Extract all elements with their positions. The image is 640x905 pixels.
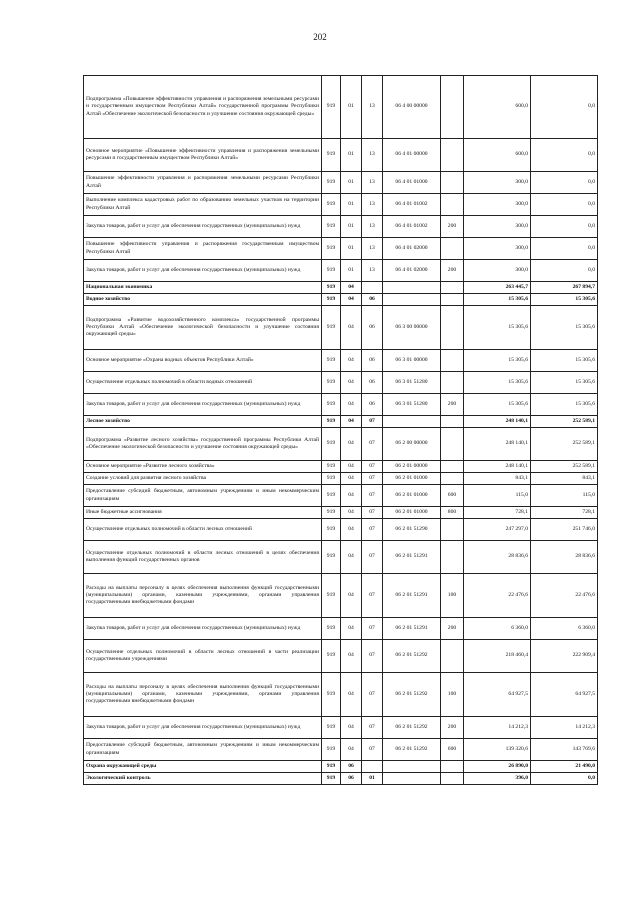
row-subsection-code: 07 — [362, 673, 383, 717]
row-amount-year-2: 222 909,4 — [531, 640, 598, 673]
row-section-code: 04 — [341, 574, 362, 618]
table-row — [84, 640, 598, 673]
row-subsection-code: 06 — [362, 306, 383, 350]
row-amount-year-2: 252 589,1 — [531, 428, 598, 461]
row-subsection-code — [362, 282, 383, 294]
row-grbs-code: 919 — [322, 618, 341, 640]
row-amount-year-1: 6 360,0 — [464, 618, 531, 640]
table-row — [84, 260, 598, 282]
row-section-code: 01 — [341, 139, 362, 172]
row-amount-year-1: 300,0 — [464, 172, 531, 194]
row-expense-type — [441, 773, 464, 785]
row-grbs-code: 919 — [322, 216, 341, 238]
table-row — [84, 461, 598, 473]
table-row — [84, 428, 598, 461]
row-target-article: 06 2 01 00000 — [383, 461, 441, 473]
page-number: 202 — [313, 32, 327, 42]
row-name: Осуществление отдельных полномочий в области водных отношений — [84, 372, 322, 394]
row-expense-type — [441, 76, 464, 139]
table-row — [84, 76, 598, 139]
row-section-code: 04 — [341, 618, 362, 640]
row-section-code: 04 — [341, 673, 362, 717]
row-amount-year-1: 139 320,6 — [464, 739, 531, 761]
row-target-article: 06 2 01 01000 — [383, 473, 441, 485]
row-amount-year-2: 0,0 — [531, 76, 598, 139]
row-name: Расходы на выплаты персоналу в целях обеспечения выполнения функций государственными (муниципальными) органами, казенными учреждениями, органами управления государственными внебюджетными фондами — [84, 673, 322, 717]
row-expense-type — [441, 416, 464, 428]
row-grbs-code: 919 — [322, 773, 341, 785]
row-grbs-code: 919 — [322, 673, 341, 717]
row-grbs-code: 919 — [322, 416, 341, 428]
row-amount-year-2: 64 927,5 — [531, 673, 598, 717]
row-grbs-code: 919 — [322, 306, 341, 350]
row-subsection-code: 07 — [362, 541, 383, 574]
row-target-article: 06 4 01 02000 — [383, 238, 441, 260]
row-subsection-code: 07 — [362, 618, 383, 640]
row-target-article: 06 2 01 51292 — [383, 717, 441, 739]
row-grbs-code: 919 — [322, 519, 341, 541]
row-amount-year-1: 300,0 — [464, 238, 531, 260]
row-amount-year-1: 15 305,6 — [464, 294, 531, 306]
row-section-code: 04 — [341, 372, 362, 394]
row-expense-type — [441, 238, 464, 260]
row-target-article: 06 2 01 51292 — [383, 673, 441, 717]
row-subsection-code: 13 — [362, 76, 383, 139]
row-target-article: 06 4 01 01000 — [383, 172, 441, 194]
row-target-article: 06 4 01 01002 — [383, 216, 441, 238]
row-amount-year-2: 28 836,6 — [531, 541, 598, 574]
row-subsection-code: 13 — [362, 238, 383, 260]
table-row — [84, 416, 598, 428]
row-grbs-code: 919 — [322, 428, 341, 461]
row-amount-year-1: 300,0 — [464, 260, 531, 282]
row-target-article — [383, 282, 441, 294]
row-expense-type — [441, 350, 464, 372]
row-subsection-code: 07 — [362, 485, 383, 507]
row-subsection-code: 13 — [362, 194, 383, 216]
row-name: Осуществление отдельных полномочий в области лесных отношений — [84, 519, 322, 541]
row-amount-year-2: 15 305,6 — [531, 350, 598, 372]
row-expense-type: 200 — [441, 216, 464, 238]
row-target-article: 06 3 00 00000 — [383, 306, 441, 350]
row-target-article: 06 3 01 51280 — [383, 394, 441, 416]
row-section-code: 04 — [341, 541, 362, 574]
row-name: Повышение эффективности управления и распоряжения земельными ресурсами Республики Алтай — [84, 172, 322, 194]
row-amount-year-1: 26 890,0 — [464, 761, 531, 773]
row-grbs-code: 919 — [322, 238, 341, 260]
row-name: Предоставление субсидий бюджетным, автономным учреждениям и иным некоммерческим организациям — [84, 485, 322, 507]
row-amount-year-2: 252 589,1 — [531, 416, 598, 428]
row-expense-type: 200 — [441, 717, 464, 739]
row-subsection-code: 07 — [362, 507, 383, 519]
row-subsection-code: 07 — [362, 519, 383, 541]
row-expense-type — [441, 541, 464, 574]
row-amount-year-2: 843,1 — [531, 473, 598, 485]
row-subsection-code: 07 — [362, 428, 383, 461]
row-amount-year-2: 251 746,0 — [531, 519, 598, 541]
row-grbs-code: 919 — [322, 172, 341, 194]
row-subsection-code: 06 — [362, 294, 383, 306]
table-row — [84, 507, 598, 519]
table-row — [84, 350, 598, 372]
table-row — [84, 618, 598, 640]
row-subsection-code: 06 — [362, 394, 383, 416]
row-grbs-code: 919 — [322, 76, 341, 139]
table-row — [84, 541, 598, 574]
row-section-code: 06 — [341, 773, 362, 785]
row-section-code: 04 — [341, 461, 362, 473]
row-name: Повышение эффективности управления и распоряжения государственным имуществом Республики Алтай — [84, 238, 322, 260]
row-name: Основное мероприятие «Охрана водных объектов Республики Алтай» — [84, 350, 322, 372]
row-subsection-code: 13 — [362, 139, 383, 172]
row-amount-year-2: 0,0 — [531, 238, 598, 260]
row-amount-year-2: 15 305,6 — [531, 372, 598, 394]
row-amount-year-1: 15 305,6 — [464, 372, 531, 394]
row-expense-type — [441, 372, 464, 394]
row-target-article: 06 2 01 51292 — [383, 739, 441, 761]
row-section-code: 04 — [341, 717, 362, 739]
row-target-article: 06 2 01 51290 — [383, 519, 441, 541]
row-subsection-code: 07 — [362, 416, 383, 428]
table-row — [84, 238, 598, 260]
row-name: Закупка товаров, работ и услуг для обеспечения государственных (муниципальных) нужд — [84, 394, 322, 416]
row-amount-year-2: 0,0 — [531, 216, 598, 238]
row-amount-year-1: 115,0 — [464, 485, 531, 507]
row-grbs-code: 919 — [322, 541, 341, 574]
row-section-code: 01 — [341, 260, 362, 282]
row-grbs-code: 919 — [322, 350, 341, 372]
table-row — [84, 282, 598, 294]
row-grbs-code: 919 — [322, 761, 341, 773]
row-name: Охрана окружающей среды — [84, 761, 322, 773]
table-row — [84, 216, 598, 238]
row-amount-year-1: 728,1 — [464, 507, 531, 519]
row-amount-year-2: 21 490,0 — [531, 761, 598, 773]
row-section-code: 04 — [341, 519, 362, 541]
row-name: Подпрограмма «Развитие лесного хозяйства» государственной программы Республики Алтай «Обеспечение экологической безопасности и улучшение состояния окружающей среды» — [84, 428, 322, 461]
row-amount-year-2: 6 360,0 — [531, 618, 598, 640]
row-grbs-code: 919 — [322, 739, 341, 761]
row-amount-year-1: 218 460,4 — [464, 640, 531, 673]
row-amount-year-1: 396,0 — [464, 773, 531, 785]
row-target-article: 06 2 01 01000 — [383, 507, 441, 519]
row-amount-year-2: 267 894,7 — [531, 282, 598, 294]
row-expense-type — [441, 139, 464, 172]
row-target-article: 06 3 01 51280 — [383, 372, 441, 394]
row-expense-type: 200 — [441, 618, 464, 640]
row-amount-year-2: 0,0 — [531, 773, 598, 785]
row-section-code: 01 — [341, 238, 362, 260]
row-amount-year-2: 15 305,6 — [531, 306, 598, 350]
row-subsection-code: 13 — [362, 172, 383, 194]
table-row — [84, 519, 598, 541]
row-grbs-code: 919 — [322, 461, 341, 473]
row-amount-year-1: 15 305,6 — [464, 306, 531, 350]
table-row — [84, 394, 598, 416]
row-name: Закупка товаров, работ и услуг для обеспечения государственных (муниципальных) нужд — [84, 216, 322, 238]
row-amount-year-1: 14 212,3 — [464, 717, 531, 739]
row-expense-type: 600 — [441, 485, 464, 507]
row-subsection-code: 13 — [362, 260, 383, 282]
row-section-code: 04 — [341, 282, 362, 294]
row-subsection-code: 07 — [362, 574, 383, 618]
row-section-code: 04 — [341, 739, 362, 761]
row-subsection-code: 07 — [362, 717, 383, 739]
row-subsection-code: 01 — [362, 773, 383, 785]
row-amount-year-2: 143 769,6 — [531, 739, 598, 761]
table-row — [84, 485, 598, 507]
table-row — [84, 773, 598, 785]
row-section-code: 01 — [341, 172, 362, 194]
row-expense-type: 100 — [441, 673, 464, 717]
row-expense-type — [441, 282, 464, 294]
row-amount-year-1: 600,0 — [464, 139, 531, 172]
row-name: Закупка товаров, работ и услуг для обеспечения государственных (муниципальных) нужд — [84, 618, 322, 640]
row-grbs-code: 919 — [322, 294, 341, 306]
row-name: Осуществление отдельных полномочий в области лесных отношений в части реализации государственными учреждениями — [84, 640, 322, 673]
row-target-article: 06 4 01 00000 — [383, 139, 441, 172]
row-subsection-code: 07 — [362, 739, 383, 761]
row-amount-year-1: 263 445,7 — [464, 282, 531, 294]
row-target-article: 06 2 01 01000 — [383, 485, 441, 507]
row-section-code: 04 — [341, 350, 362, 372]
row-subsection-code — [362, 761, 383, 773]
row-amount-year-2: 15 305,6 — [531, 294, 598, 306]
row-target-article: 06 2 00 00000 — [383, 428, 441, 461]
row-amount-year-2: 0,0 — [531, 139, 598, 172]
row-target-article: 06 4 01 01002 — [383, 194, 441, 216]
table-row — [84, 717, 598, 739]
row-name: Основное мероприятие «Развитие лесного хозяйства» — [84, 461, 322, 473]
row-expense-type — [441, 172, 464, 194]
row-amount-year-1: 300,0 — [464, 216, 531, 238]
row-expense-type: 600 — [441, 739, 464, 761]
row-grbs-code: 919 — [322, 473, 341, 485]
row-section-code: 04 — [341, 485, 362, 507]
row-name: Подпрограмма «Развитие водохозяйственного комплекса» государственной программы Республики Алтай «Обеспечение экологической безопасности и улучшение состояния окружающей среды» — [84, 306, 322, 350]
table-row — [84, 294, 598, 306]
row-name: Осуществление отдельных полномочий в области лесных отношений в целях обеспечения выполнения функций государственных органов — [84, 541, 322, 574]
row-expense-type: 100 — [441, 574, 464, 618]
row-amount-year-2: 252 589,1 — [531, 461, 598, 473]
row-grbs-code: 919 — [322, 372, 341, 394]
table-row — [84, 139, 598, 172]
row-grbs-code: 919 — [322, 139, 341, 172]
row-target-article: 06 3 01 00000 — [383, 350, 441, 372]
row-section-code: 06 — [341, 761, 362, 773]
row-name: Закупка товаров, работ и услуг для обеспечения государственных (муниципальных) нужд — [84, 717, 322, 739]
row-expense-type — [441, 428, 464, 461]
row-amount-year-1: 600,0 — [464, 76, 531, 139]
row-name: Экологический контроль — [84, 773, 322, 785]
row-amount-year-1: 247 297,0 — [464, 519, 531, 541]
row-target-article — [383, 416, 441, 428]
row-section-code: 04 — [341, 428, 362, 461]
row-section-code: 04 — [341, 416, 362, 428]
row-name: Расходы на выплаты персоналу в целях обеспечения выполнения функций государственными (муниципальными) органами, казенными учреждениями, органами управления государственными внебюджетными фондами — [84, 574, 322, 618]
table-row — [84, 473, 598, 485]
row-target-article — [383, 773, 441, 785]
row-amount-year-1: 248 140,1 — [464, 416, 531, 428]
row-grbs-code: 919 — [322, 394, 341, 416]
row-subsection-code: 07 — [362, 461, 383, 473]
budget-table-body — [84, 76, 598, 785]
row-target-article: 06 2 01 51291 — [383, 541, 441, 574]
row-amount-year-2: 115,0 — [531, 485, 598, 507]
row-amount-year-2: 0,0 — [531, 172, 598, 194]
row-section-code: 01 — [341, 76, 362, 139]
row-name: Создание условий для развития лесного хозяйства — [84, 473, 322, 485]
row-name: Водное хозяйство — [84, 294, 322, 306]
row-section-code: 04 — [341, 507, 362, 519]
row-target-article: 06 2 01 51291 — [383, 618, 441, 640]
row-expense-type — [441, 294, 464, 306]
row-grbs-code: 919 — [322, 485, 341, 507]
row-target-article — [383, 294, 441, 306]
row-grbs-code: 919 — [322, 717, 341, 739]
table-row — [84, 574, 598, 618]
row-name: Подпрограмма «Повышение эффективности управления и распоряжения земельными ресурсами и государственным имуществом Республики Алтай» государственной программы Республики Алтай «Обеспечение экологической безопасности и улучшение состояния окружающей среды» — [84, 76, 322, 139]
row-expense-type — [441, 306, 464, 350]
row-grbs-code: 919 — [322, 282, 341, 294]
row-name: Предоставление субсидий бюджетным, автономным учреждениям и иным некоммерческим организациям — [84, 739, 322, 761]
row-amount-year-1: 300,0 — [464, 194, 531, 216]
row-expense-type — [441, 519, 464, 541]
row-grbs-code: 919 — [322, 194, 341, 216]
row-section-code: 01 — [341, 194, 362, 216]
table-row — [84, 194, 598, 216]
row-expense-type — [441, 761, 464, 773]
row-target-article: 06 2 01 51292 — [383, 640, 441, 673]
row-subsection-code: 06 — [362, 350, 383, 372]
row-expense-type: 200 — [441, 260, 464, 282]
row-amount-year-1: 248 140,1 — [464, 428, 531, 461]
row-section-code: 04 — [341, 640, 362, 673]
table-row — [84, 172, 598, 194]
row-expense-type — [441, 461, 464, 473]
table-row — [84, 372, 598, 394]
table-row — [84, 761, 598, 773]
row-expense-type — [441, 473, 464, 485]
row-grbs-code: 919 — [322, 260, 341, 282]
row-grbs-code: 919 — [322, 640, 341, 673]
row-amount-year-1: 15 305,6 — [464, 350, 531, 372]
row-subsection-code: 06 — [362, 372, 383, 394]
table-row — [84, 673, 598, 717]
row-name: Основное мероприятие «Повышение эффективности управления и распоряжения земельными ресурсами и государственным имуществом Республики Алтай» — [84, 139, 322, 172]
row-grbs-code: 919 — [322, 574, 341, 618]
row-name: Выполнение комплекса кадастровых работ по образованию земельных участков на территории Республики Алтай — [84, 194, 322, 216]
row-name: Закупка товаров, работ и услуг для обеспечения государственных (муниципальных) нужд — [84, 260, 322, 282]
row-amount-year-1: 28 836,6 — [464, 541, 531, 574]
row-target-article — [383, 761, 441, 773]
row-grbs-code: 919 — [322, 507, 341, 519]
row-name: Иные бюджетные ассигнования — [84, 507, 322, 519]
row-expense-type: 200 — [441, 394, 464, 416]
table-row — [84, 306, 598, 350]
row-target-article: 06 4 00 00000 — [383, 76, 441, 139]
row-section-code: 04 — [341, 394, 362, 416]
row-expense-type: 800 — [441, 507, 464, 519]
row-subsection-code: 07 — [362, 473, 383, 485]
row-amount-year-1: 248 140,1 — [464, 461, 531, 473]
row-amount-year-2: 0,0 — [531, 260, 598, 282]
row-target-article: 06 2 01 51291 — [383, 574, 441, 618]
row-section-code: 04 — [341, 306, 362, 350]
row-subsection-code: 07 — [362, 640, 383, 673]
row-section-code: 04 — [341, 294, 362, 306]
row-amount-year-2: 22 476,6 — [531, 574, 598, 618]
row-amount-year-1: 64 927,5 — [464, 673, 531, 717]
row-target-article: 06 4 01 02000 — [383, 260, 441, 282]
row-amount-year-1: 843,1 — [464, 473, 531, 485]
row-expense-type — [441, 640, 464, 673]
row-section-code: 04 — [341, 473, 362, 485]
row-amount-year-2: 15 305,6 — [531, 394, 598, 416]
row-subsection-code: 13 — [362, 216, 383, 238]
row-amount-year-1: 22 476,6 — [464, 574, 531, 618]
row-name: Лесное хозяйство — [84, 416, 322, 428]
row-amount-year-2: 728,1 — [531, 507, 598, 519]
row-section-code: 01 — [341, 216, 362, 238]
row-amount-year-2: 14 212,3 — [531, 717, 598, 739]
row-amount-year-1: 15 305,6 — [464, 394, 531, 416]
row-expense-type — [441, 194, 464, 216]
budget-table — [83, 75, 598, 785]
row-name: Национальная экономика — [84, 282, 322, 294]
row-amount-year-2: 0,0 — [531, 194, 598, 216]
table-row — [84, 739, 598, 761]
